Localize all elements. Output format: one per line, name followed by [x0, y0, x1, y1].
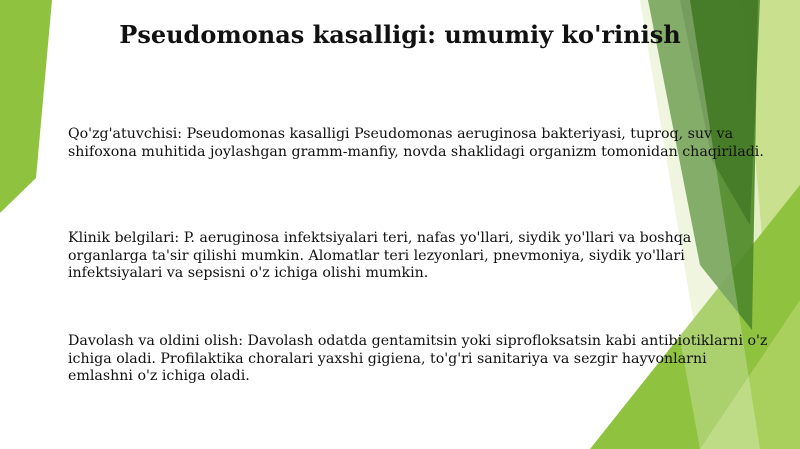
paragraph-cause: Qo'zg'atuvchisi: Pseudomonas kasalligi Pseudomonas aeruginosa bakteriyasi, tuproq, suv va shifoxona muhitida joylashgan gramm-manfiy, novda shaklidagi organizm tomonidan chaqiriladi. [68, 126, 764, 160]
slide-title: Pseudomonas kasalligi: umumiy ko'rinish [119, 20, 681, 49]
paragraph-clinical-signs: Klinik belgilari: P. aeruginosa infektsiyalari teri, nafas yo'llari, siydik yo'llari va boshqa organlarga ta'sir qilishi mumkin. Alomatlar teri lezyonlari, pnevmoniya, siydik yo'llari infektsiyalari va sepsisni o'z ichiga olishi mumkin. [68, 230, 692, 281]
paragraph-treatment-prevention: Davolash va oldini olish: Davolash odatda gentamitsin yoki siprofloksatsin kabi antibiotiklarni o'z ichiga oladi. Profilaktika choralari yaxshi gigiena, to'g'ri sanitariya va sezgir hayvonlarni emlashni o'z ichiga oladi. [68, 333, 768, 384]
